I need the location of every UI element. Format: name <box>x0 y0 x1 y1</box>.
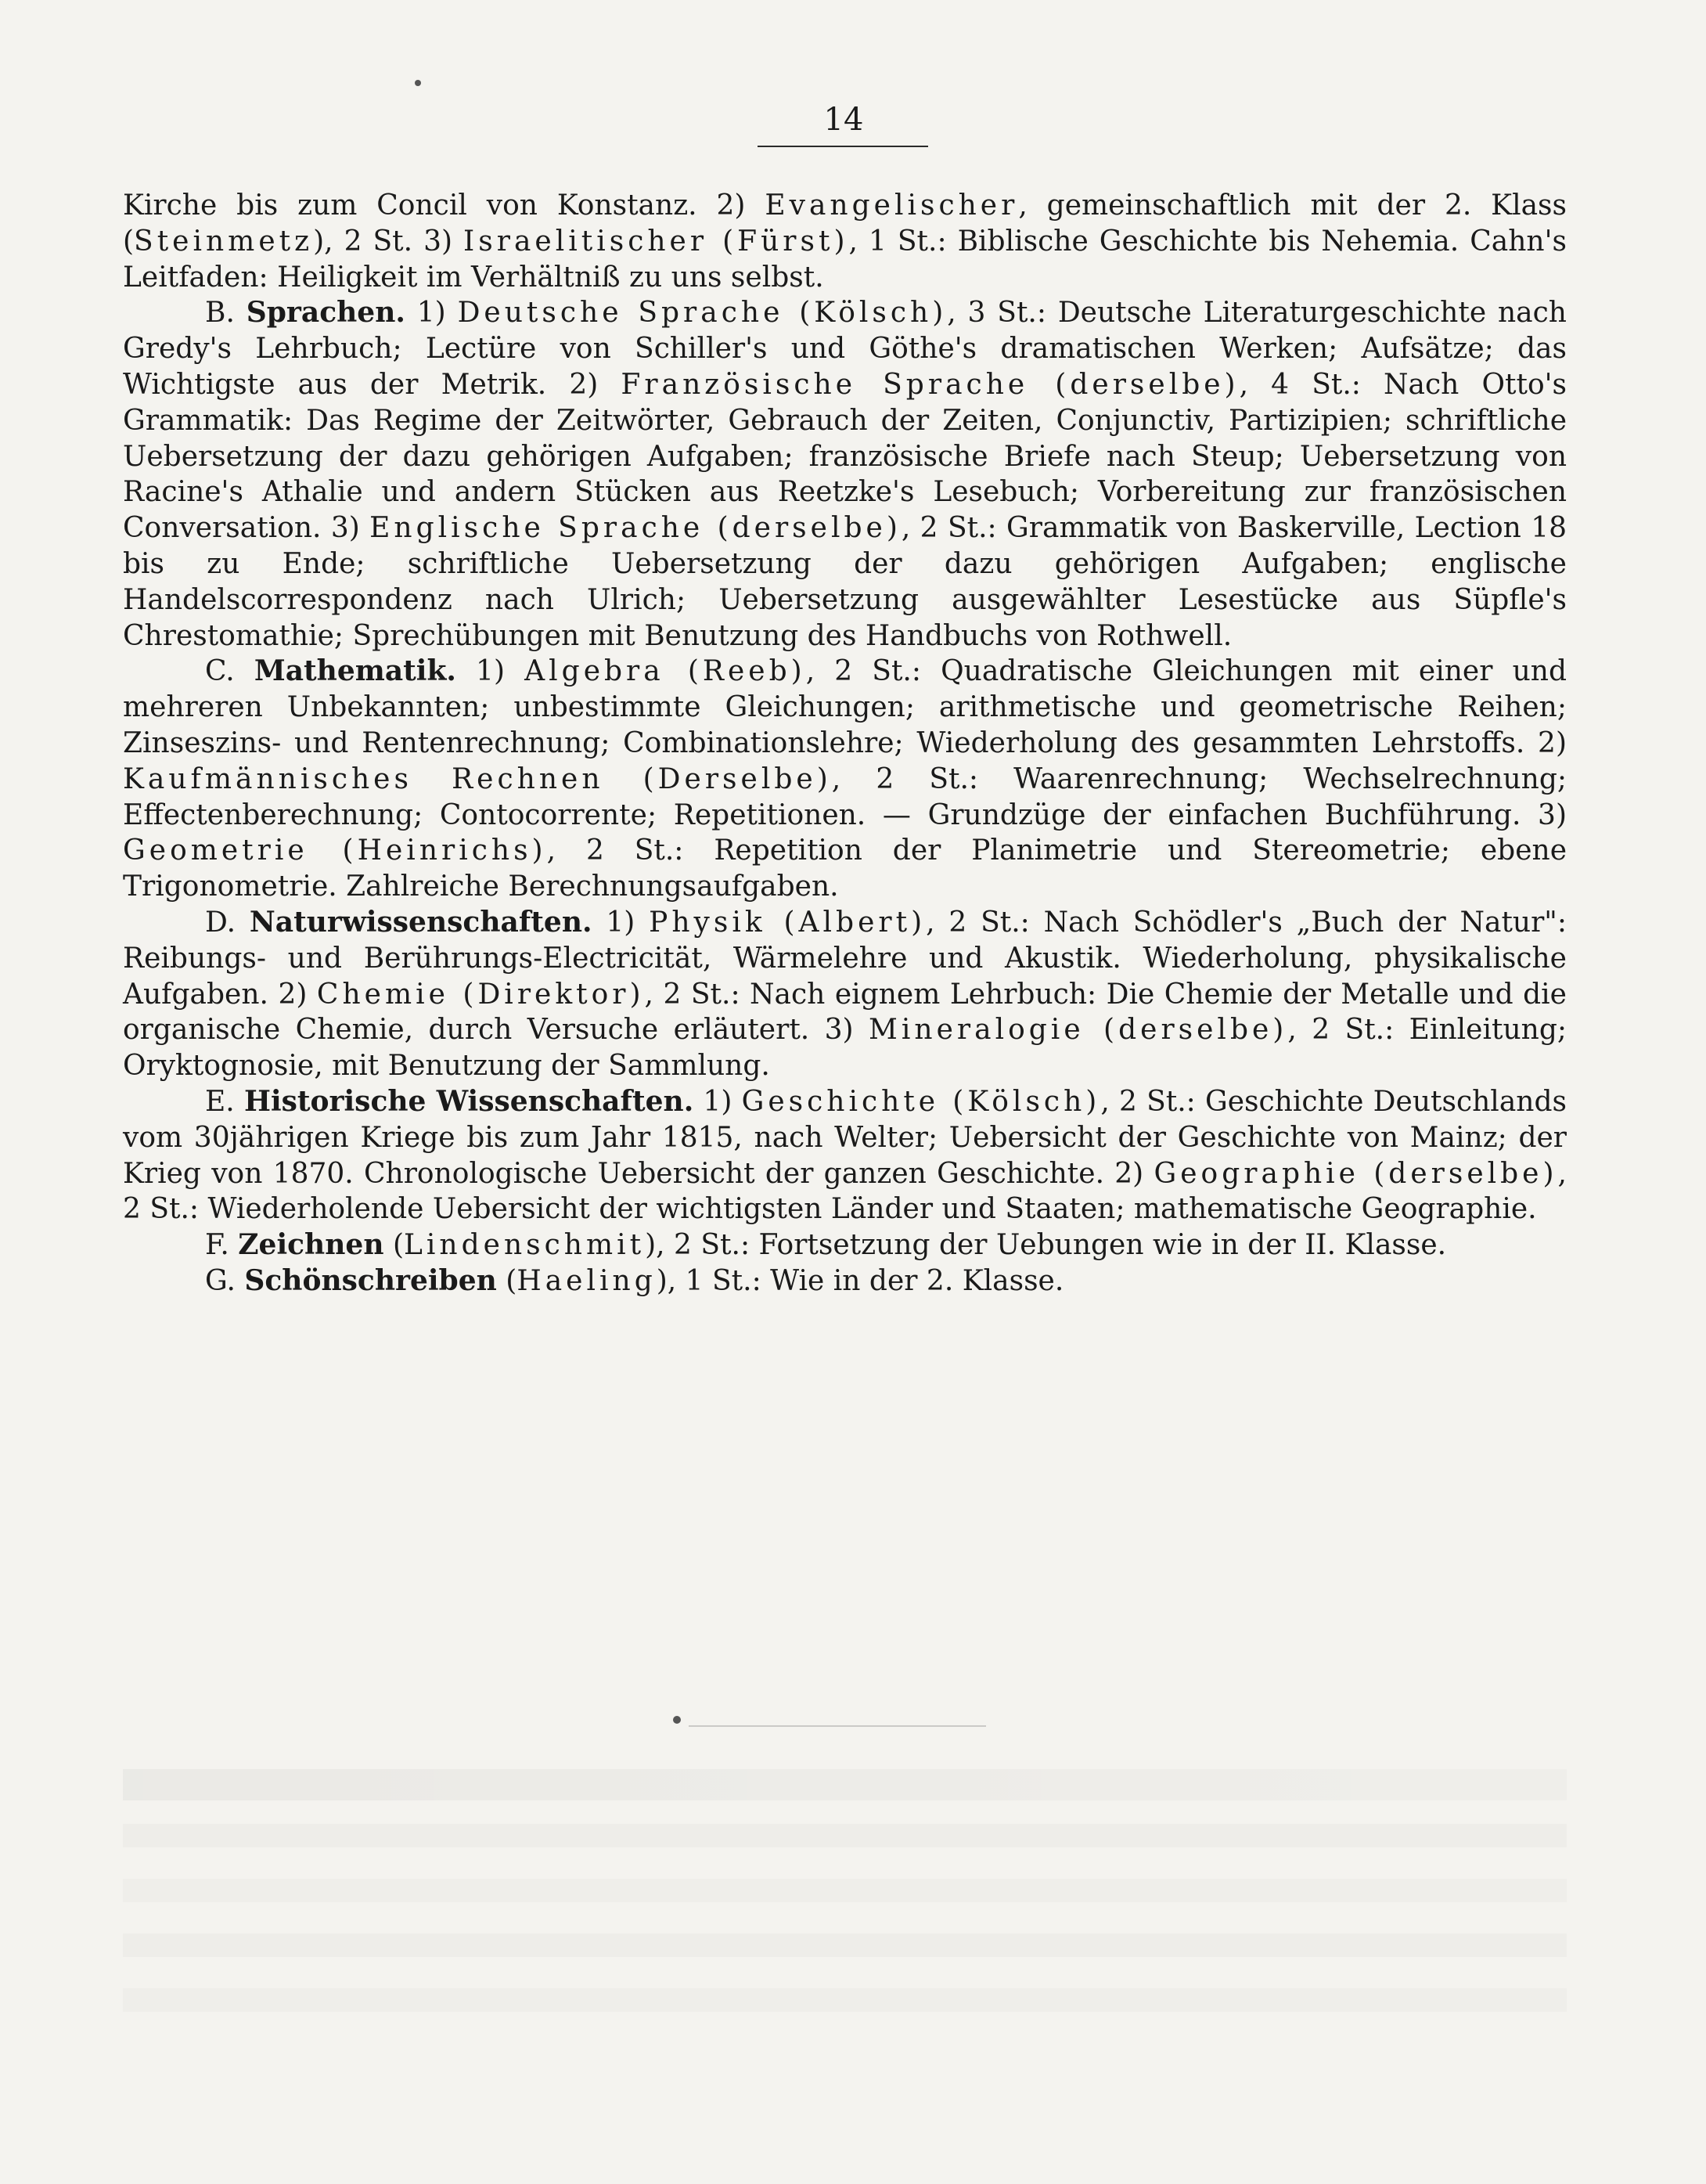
section-d-letter: D. <box>205 906 236 939</box>
section-e-text: 1) <box>693 1085 742 1118</box>
section-c-text: , 2 St.: Repetition der Planimetrie und Stereometrie; ebene Trigonometrie. Zahlreiche Berechnungsaufgaben. <box>123 834 1567 903</box>
section-f-text: ), 2 St.: Fortsetzung der Uebungen wie in der II. Klasse. <box>645 1229 1447 1262</box>
section-e-heading: Historische Wissenschaften. <box>243 1084 694 1118</box>
section-b-text: , 2 St.: Grammatik von Baskerville, Lection 18 bis zu Ende; schriftliche Uebersetzung der dazu gehörigen Aufgaben; englische Handelscorrespondenz nach Ulrich; Uebersetzung ausgewählter Lesestücke aus Süpfle's Chrestomathie; Sprechübungen mit Benutzung des Handbuchs von Rothwell. <box>123 512 1567 652</box>
section-e-paragraph <box>123 1084 1567 1227</box>
section-f-text: ( <box>383 1229 404 1262</box>
subject-algebra: Algebra (Reeb) <box>524 655 806 688</box>
section-c-letter: C. <box>205 655 235 688</box>
section-b-text: , 3 St.: Deutsche Literaturgeschichte nach Gredy's Lehrbuch; Lectüre von Schiller's und Göthe's dramatischen Werken; Aufsätze; das Wichtigste aus der Metrik. 2) <box>123 297 1567 401</box>
show-through-line <box>123 1879 1567 1902</box>
religion-paragraph <box>123 188 1567 295</box>
page-number-rule <box>758 146 928 147</box>
speck <box>415 80 421 86</box>
subject-commercial-arithmetic: Kaufmännisches Rechnen (Derselbe) <box>123 762 832 795</box>
religion-evangelical: Evangelischer <box>765 189 1019 222</box>
subject-german: Deutsche Sprache (Kölsch) <box>457 297 948 330</box>
subject-mineralogy: Mineralogie (derselbe) <box>869 1014 1288 1047</box>
section-f-letter: F. <box>205 1229 229 1262</box>
religion-text: , gemeinschaftlich mit der 2. Klass ( <box>123 189 1567 258</box>
religion-israelite: Israelitischer (Fürst) <box>463 225 849 258</box>
section-c-text: , 2 St.: Waarenrechnung; Wechselrechnung; Effectenberechnung; Contocorrente; Repetitionen. — Grundzüge der einfachen Buchführung. 3) <box>123 762 1567 831</box>
subject-history: Geschichte (Kölsch) <box>741 1085 1101 1118</box>
show-through-line <box>123 1769 1567 1800</box>
religion-text: ), 2 St. 3) <box>313 225 464 258</box>
section-b-text: , 4 St.: Nach Otto's Grammatik: Das Regime der Zeitwörter, Gebrauch der Zeiten, Conjunctiv, Partizipien; schriftliche Uebersetzung der dazu gehörigen Aufgaben; französische Briefe nach Steup; Uebersetzung von Racine's Athalie und andern Stücken aus Reetzke's Lesebuch; Vorbereitung zur französischen Conversation. 3) <box>123 368 1567 545</box>
section-g-teacher: Haeling <box>516 1264 657 1297</box>
section-c-paragraph <box>123 654 1567 905</box>
section-f-heading: Zeichnen <box>238 1228 384 1262</box>
section-g-text: ( <box>496 1264 517 1297</box>
subject-english: Englische Sprache (derselbe) <box>369 512 902 545</box>
section-c-heading: Mathematik. <box>254 654 456 688</box>
section-g-letter: G. <box>205 1264 236 1297</box>
show-through-line <box>123 1824 1567 1847</box>
subject-french: Französische Sprache (derselbe) <box>621 368 1240 401</box>
section-b-paragraph <box>123 295 1567 654</box>
show-through-line <box>123 1934 1567 1957</box>
body-text <box>123 188 1567 1299</box>
section-d-heading: Naturwissenschaften. <box>249 905 592 939</box>
section-g-paragraph <box>123 1263 1567 1299</box>
section-d-text: , 2 St.: Nach Schödler's „Buch der Natur": Reibungs- und Berührungs-Electricität, Wärmelehre und Akustik. Wiederholung, physikalische Aufgaben. 2) <box>123 906 1567 1011</box>
section-c-text: , 2 St.: Quadratische Gleichungen mit einer und mehreren Unbekannten; unbestimmte Gleichungen; arithmetische und geometrische Reihen; Zinseszins- und Rentenrechnung; Combinationslehre; Wiederholung des gesammten Lehrstoffs. 2) <box>123 655 1567 759</box>
section-d-paragraph <box>123 905 1567 1084</box>
section-e-text: , 2 St.: Geschichte Deutschlands vom 30jährigen Kriege bis zum Jahr 1815, nach Welter; Uebersicht der Geschichte von Mainz; der Krieg von 1870. Chronologische Uebersicht der ganzen Geschichte. 2) <box>123 1085 1567 1190</box>
section-f-paragraph <box>123 1227 1567 1263</box>
subject-geometry: Geometrie (Heinrichs) <box>123 834 547 867</box>
section-d-text: , 2 St.: Einleitung; Oryktognosie, mit Benutzung der Sammlung. <box>123 1014 1567 1083</box>
subject-geography: Geographie (derselbe) <box>1154 1157 1558 1190</box>
section-d-text: 1) <box>592 906 650 939</box>
section-g-text: ), 1 St.: Wie in der 2. Klasse. <box>656 1264 1064 1297</box>
section-e-text: , 2 St.: Wiederholende Uebersicht der wichtigsten Länder und Staaten; mathematische Geographie. <box>123 1157 1567 1226</box>
subject-chemistry: Chemie (Direktor) <box>316 978 645 1011</box>
show-through-rule <box>689 1725 986 1727</box>
section-d-text: , 2 St.: Nach eignem Lehrbuch: Die Chemie der Metalle und die organische Chemie, durch Versuche erläutert. 3) <box>123 978 1567 1047</box>
religion-text: , 1 St.: Biblische Geschichte bis Nehemia. Cahn's Leitfaden: Heiligkeit im Verhältniß zu uns selbst. <box>123 225 1567 294</box>
section-g-heading: Schönschreiben <box>244 1263 497 1297</box>
religion-teacher: Steinmetz <box>134 225 314 258</box>
speck <box>673 1716 681 1724</box>
section-f-teacher: Lindenschmit <box>404 1229 646 1262</box>
section-b-text: 1) <box>405 297 458 330</box>
page-number: 14 <box>823 102 864 138</box>
subject-physics: Physik (Albert) <box>649 906 927 939</box>
section-b-heading: Sprachen. <box>246 296 405 330</box>
section-b-letter: B. <box>205 297 235 330</box>
religion-text: Kirche bis zum Concil von Konstanz. 2) <box>123 189 765 222</box>
show-through-line <box>123 1988 1567 2012</box>
section-e-letter: E. <box>205 1085 235 1118</box>
section-c-text: 1) <box>455 655 525 688</box>
